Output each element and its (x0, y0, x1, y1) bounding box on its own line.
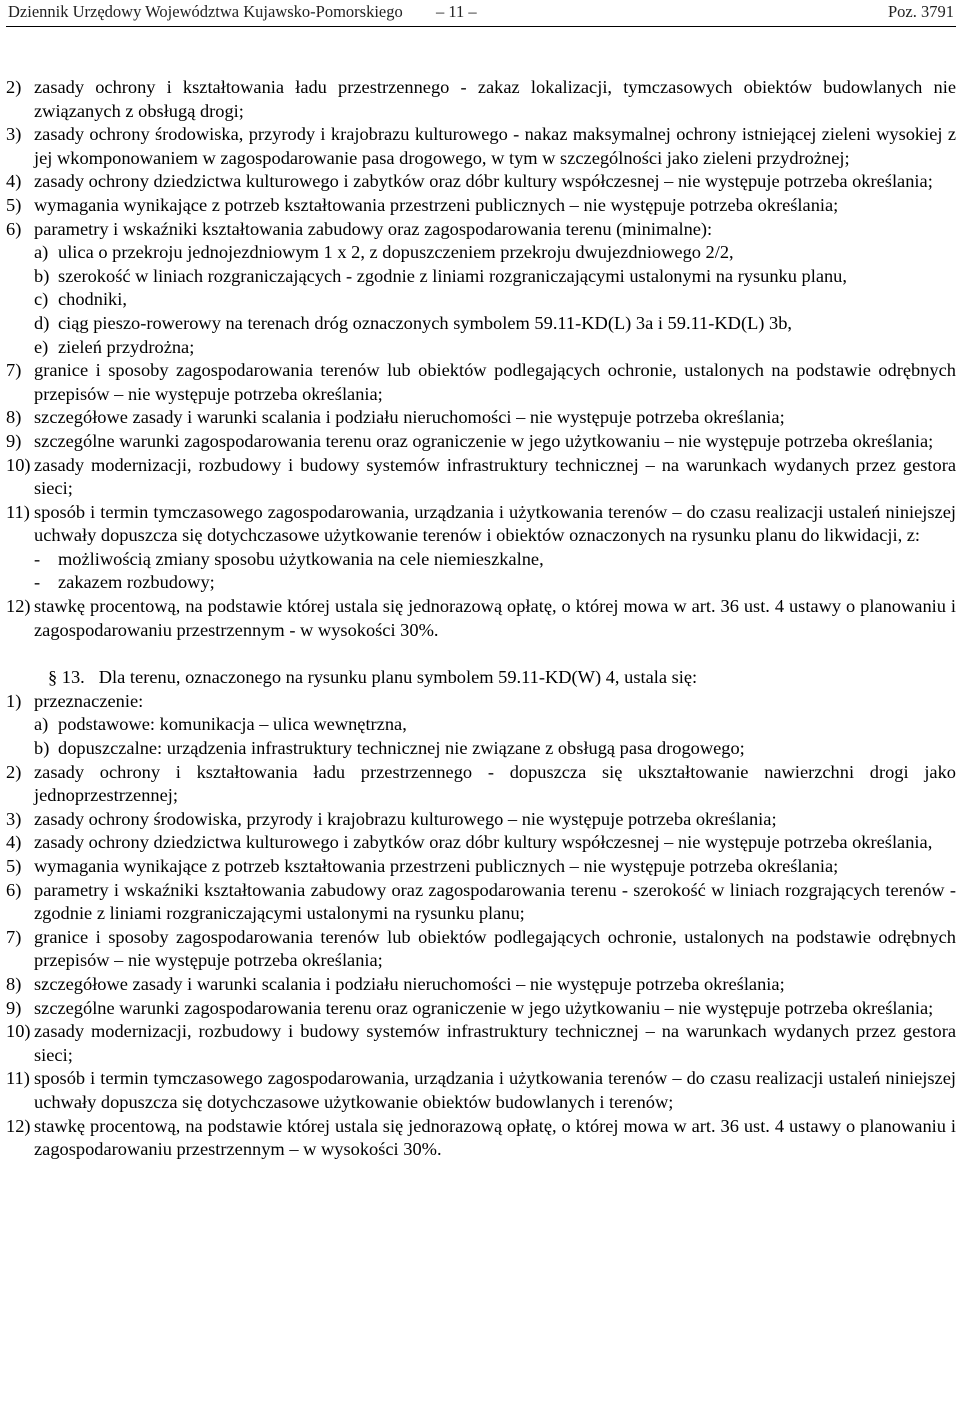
item-text: stawkę procentową, na podstawie której ustala się jednorazową opłatę, o której mowa w art. 36 ust. 4 ustawy o planowaniu i zagospodarowaniu przestrzennym – w wysokości 30%. (34, 1115, 956, 1160)
item-number: 10) (6, 454, 31, 475)
item-text: chodniki, (58, 289, 127, 310)
list-item (6, 831, 956, 855)
item-text: szczegółowe zasady i warunki scalania i podziału nieruchomości – nie występuje potrzeba określania; (34, 973, 785, 994)
item-number: 5) (6, 856, 22, 876)
item-number: a) (34, 714, 49, 735)
part2-subitems (6, 713, 956, 760)
dash-list-item (6, 548, 956, 572)
item-text: zasady ochrony dziedzictwa kulturowego i zabytków oraz dóbr kultury współczesnej – nie występuje potrzeba określania, (34, 832, 933, 853)
item-number: 2) (6, 761, 22, 782)
item-text: parametry i wskaźniki kształtowania zabudowy oraz zagospodarowania terenu (minimalne): (34, 218, 713, 239)
journal-title: Dziennik Urzędowy Województwa Kujawsko-Pomorskiego (8, 2, 403, 21)
list-item (6, 454, 956, 501)
item-number: b) (34, 738, 50, 759)
item-number: e) (34, 336, 49, 357)
item-text: zasady ochrony dziedzictwa kulturowego i zabytków oraz dóbr kultury współczesnej – nie występuje potrzeba określania; (34, 171, 933, 192)
spacer (6, 642, 956, 666)
item-number: b) (34, 265, 50, 286)
item-number: 11) (6, 1068, 30, 1089)
item-text: dopuszczalne: urządzenia infrastruktury technicznej nie związane z obsługą pasa drogowego; (58, 738, 745, 759)
item-text: stawkę procentową, na podstawie której ustala się jednorazową opłatę, o której mowa w art. 36 ust. 4 ustawy o planowaniu i zagospodarowaniu przestrzennym - w wysokości 30%. (34, 596, 956, 640)
page-header (6, 0, 956, 27)
sub-list-item (6, 241, 956, 265)
item-text: zasady ochrony środowiska, przyrody i krajobrazu kulturowego - nakaz maksymalnej ochrony istniejącej zieleni wysokiej z jej wkomponowaniem w zagospodarowanie pasa drogowego, w tym w szczególności jako zieleni przydrożnej; (34, 124, 956, 168)
item-number: - (34, 572, 41, 593)
item-text: zasady modernizacji, rozbudowy i budowy systemów infrastruktury technicznej – na warunkach wydanych przez gestora sieci; (34, 1021, 956, 1065)
dash-list-item (6, 571, 956, 595)
list-item (6, 595, 956, 642)
part1-items-continued (6, 359, 956, 548)
item-text: zasady modernizacji, rozbudowy i budowy systemów infrastruktury technicznej – na warunkach wydanych przez gestora sieci; (34, 454, 956, 499)
item-number: 4) (6, 832, 22, 853)
item-text: szczegółowe zasady i warunki scalania i podziału nieruchomości – nie występuje potrzeba określania; (34, 407, 785, 428)
item-text: przeznaczenie: (34, 690, 144, 711)
item-number: 7) (6, 926, 22, 947)
list-item (6, 879, 956, 926)
part1-subitems (6, 241, 956, 359)
item-text: sposób i termin tymczasowego zagospodarowania, urządzania i użytkowania terenów – do czasu realizacji ustaleń niniejszej uchwały dopuszcza się dotychczasowe użytkowanie terenów i obiektów oznaczonych na rysunku planu do likwidacji, z: (34, 501, 956, 546)
document-body (6, 27, 956, 1162)
item-text: wymagania wynikające z potrzeb kształtowania przestrzeni publicznych – nie występuje potrzeba określania; (34, 856, 839, 876)
list-item (6, 997, 956, 1021)
item-text: wymagania wynikające z potrzeb kształtowania przestrzeni publicznych – nie występuje potrzeba określania; (34, 194, 839, 215)
list-item (6, 761, 956, 808)
list-item (6, 501, 956, 548)
item-text: sposób i termin tymczasowego zagospodarowania, urządzania i użytkowania terenów – do czasu realizacji ustaleń niniejszej uchwały dopuszcza się dotychczasowe użytkowanie obiektów budowlanych i terenów; (34, 1068, 956, 1112)
list-item (6, 406, 956, 430)
item-text: granice i sposoby zagospodarowania terenów lub obiektów podlegających ochronie, ustalonych na podstawie odrębnych przepisów – nie występuje potrzeba określania; (34, 926, 956, 971)
item-number: 9) (6, 430, 22, 451)
sub-list-item (6, 336, 956, 360)
list-item (6, 1020, 956, 1067)
item-text: zakazem rozbudowy; (58, 572, 215, 593)
item-text: zieleń przydrożna; (58, 336, 195, 357)
item-text: szczególne warunki zagospodarowania terenu oraz ograniczenie w jego użytkowaniu – nie występuje potrzeba określania; (34, 430, 934, 451)
item-number: 6) (6, 879, 22, 900)
item-number: 9) (6, 997, 22, 1018)
sub-list-item (6, 288, 956, 312)
item-number: 8) (6, 407, 22, 428)
item-number: 3) (6, 808, 22, 829)
list-item (6, 430, 956, 454)
item-number: 3) (6, 124, 22, 145)
list-item (6, 855, 956, 879)
item-text: granice i sposoby zagospodarowania terenów lub obiektów podlegających ochronie, ustalonych na podstawie odrębnych przepisów – nie występuje potrzeba określania; (34, 360, 956, 404)
list-item (6, 218, 956, 242)
sub-list-item (6, 312, 956, 336)
item-number: a) (34, 242, 49, 263)
list-item (6, 359, 956, 406)
sub-list-item (6, 737, 956, 761)
item-text: szerokość w liniach rozgraniczających - zgodnie z liniami rozgraniczającymi ustalonymi na rysunku planu, (58, 265, 847, 286)
item-text: parametry i wskaźniki kształtowania zabudowy oraz zagospodarowania terenu - szerokość w liniach rozgrających terenów - zgodnie z liniami rozgraniczającymi ustalonymi na rysunku planu; (34, 879, 956, 924)
part1-items-final (6, 595, 956, 642)
part2-items (6, 690, 956, 714)
part1-dash-list (6, 548, 956, 595)
item-number: 8) (6, 973, 22, 994)
section-number: § 13. (48, 667, 85, 688)
list-item (6, 76, 956, 123)
item-text: zasady ochrony środowiska, przyrody i krajobrazu kulturowego – nie występuje potrzeba określania; (34, 808, 777, 829)
section-13-heading (6, 666, 956, 690)
sub-list-item (6, 265, 956, 289)
list-item (6, 808, 956, 832)
list-item (6, 690, 956, 714)
item-number: 12) (6, 1115, 31, 1136)
list-item (6, 1067, 956, 1114)
item-text: szczególne warunki zagospodarowania terenu oraz ograniczenie w jego użytkowaniu – nie występuje potrzeba określania; (34, 997, 934, 1018)
list-item (6, 973, 956, 997)
page-number: – 11 – (436, 2, 477, 21)
item-text: możliwością zmiany sposobu użytkowania na cele niemieszkalne, (58, 548, 544, 569)
item-text: ulica o przekroju jednojezdniowym 1 x 2, z dopuszczeniem przekroju dwujezdniowego 2/2, (58, 242, 734, 263)
list-item (6, 123, 956, 170)
part2-items-continued (6, 761, 956, 1162)
list-item (6, 194, 956, 218)
item-text: zasady ochrony i kształtowania ładu przestrzennego - dopuszcza się ukształtowanie nawierzchni drogi jako jednoprzestrzennej; (34, 761, 956, 806)
item-number: 11) (6, 501, 30, 522)
item-number: 10) (6, 1021, 31, 1042)
item-number: d) (34, 312, 50, 333)
section-text: Dla terenu, oznaczonego na rysunku planu symbolem 59.11-KD(W) 4, ustala się: (98, 667, 698, 688)
item-text: podstawowe: komunikacja – ulica wewnętrzna, (58, 714, 407, 735)
item-text: ciąg pieszo-rowerowy na terenach dróg oznaczonych symbolem 59.11-KD(L) 3a i 59.11-KD(L) 3b, (58, 312, 793, 333)
list-item (6, 1115, 956, 1162)
item-text: zasady ochrony i kształtowania ładu przestrzennego - zakaz lokalizacji, tymczasowych obiektów budowlanych nie związanych z obsługą drogi; (34, 77, 956, 121)
item-number: 6) (6, 218, 22, 239)
item-number: 1) (6, 690, 22, 711)
position-number: Poz. 3791 (888, 2, 954, 21)
list-item (6, 170, 956, 194)
item-number: - (34, 548, 41, 569)
item-number: c) (34, 289, 49, 310)
item-number: 5) (6, 194, 22, 215)
item-number: 2) (6, 77, 22, 97)
sub-list-item (6, 713, 956, 737)
item-number: 7) (6, 360, 22, 381)
item-number: 4) (6, 171, 22, 192)
item-number: 12) (6, 596, 31, 617)
part1-items (6, 76, 956, 241)
list-item (6, 926, 956, 973)
